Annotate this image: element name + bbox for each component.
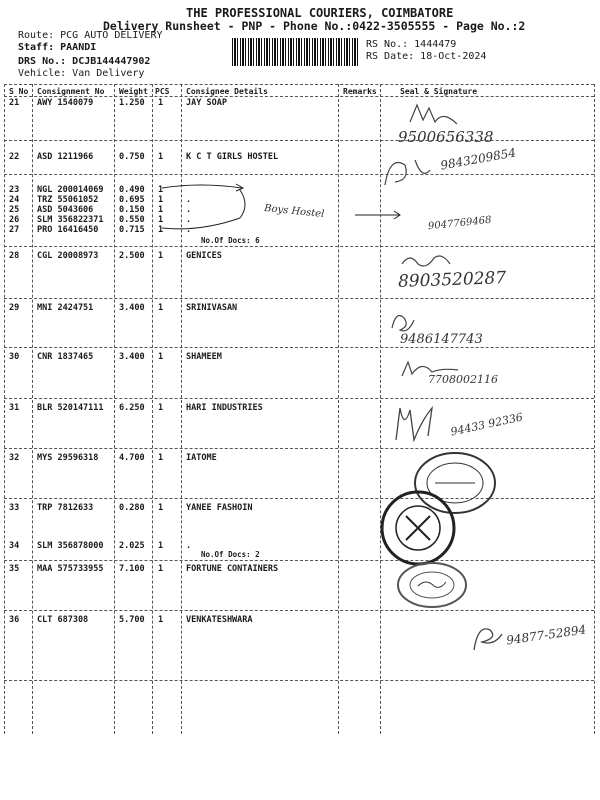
row-consignment: SLM 356878000 <box>37 541 104 551</box>
boys-hostel-note: Boys Hostel <box>263 202 325 221</box>
row-pcs: 1 <box>158 195 164 205</box>
handwritten-phone: 8903520287 <box>397 268 507 292</box>
row-consignment: CGL 20008973 <box>37 251 99 261</box>
drs-label: DRS No.: DCJB144447902 <box>18 56 151 67</box>
docs-count-note: No.Of Docs: 6 <box>201 236 260 245</box>
handwritten-phone: 7708002116 <box>428 373 498 386</box>
row-separator <box>4 680 594 681</box>
handwritten-phone: 9047769468 <box>427 214 493 233</box>
col-divider <box>4 84 5 734</box>
runsheet-subtitle: Delivery Runsheet - PNP - Phone No.:0422-3505555 - Page No.:2 <box>103 19 526 33</box>
col-divider <box>32 84 33 734</box>
row-sno: 27 <box>9 225 20 235</box>
handwritten-phone: 9486147743 <box>400 332 483 347</box>
row-pcs: 1 <box>158 403 164 413</box>
row-weight: 0.550 <box>119 215 145 225</box>
row-sno: 21 <box>9 98 20 108</box>
row-weight: 3.400 <box>119 352 145 362</box>
row-sno: 24 <box>9 195 20 205</box>
row-consignee: YANEE FASHOIN <box>186 503 253 513</box>
row-weight: 0.150 <box>119 205 145 215</box>
col-header-seal: Seal & Signature <box>400 87 478 96</box>
handwritten-phone: 94877-52894 <box>505 622 587 648</box>
row-consignee: . <box>186 225 192 235</box>
row-sno: 26 <box>9 215 20 225</box>
row-consignment: ASD 5043606 <box>37 205 94 215</box>
col-header-weight: Weight <box>119 87 148 96</box>
row-pcs: 1 <box>158 205 164 215</box>
row-consignment: PRO 16416450 <box>37 225 99 235</box>
staff-label: Staff: PAANDI <box>18 42 97 53</box>
row-consignee: GENICES <box>186 251 222 261</box>
route-label: Route: PCG AUTO DELIVERY <box>18 30 163 41</box>
row-weight: 7.100 <box>119 564 145 574</box>
handwritten-phone: 9500656338 <box>398 128 494 146</box>
vehicle-label: Vehicle: Van Delivery <box>18 68 145 79</box>
row-weight: 2.025 <box>119 541 145 551</box>
handwritten-phone: 94433 92336 <box>449 410 525 439</box>
row-separator <box>4 140 594 141</box>
row-sno: 34 <box>9 541 20 551</box>
barcode <box>232 38 360 66</box>
row-weight: 5.700 <box>119 615 145 625</box>
row-consignee: . <box>186 195 192 205</box>
col-header-consignment: Consignment No <box>37 87 105 96</box>
table-top-border <box>4 84 594 85</box>
row-consignment: BLR 520147111 <box>37 403 104 413</box>
row-pcs: 1 <box>158 541 164 551</box>
row-consignee: HARI INDUSTRIES <box>186 403 263 413</box>
row-sno: 25 <box>9 205 20 215</box>
row-consignee: . <box>186 205 192 215</box>
row-weight: 2.500 <box>119 251 145 261</box>
row-sno: 36 <box>9 615 20 625</box>
row-separator <box>4 498 594 499</box>
handwritten-phone: 9843209854 <box>439 145 517 173</box>
row-pcs: 1 <box>158 185 164 195</box>
row-consignee: K C T GIRLS HOSTEL <box>186 152 279 162</box>
row-sno: 32 <box>9 453 20 463</box>
row-pcs: 1 <box>158 352 164 362</box>
signature <box>405 100 465 130</box>
row-consignment: CNR 1837465 <box>37 352 94 362</box>
row-separator <box>4 298 594 299</box>
row-sno: 22 <box>9 152 20 162</box>
row-sno: 29 <box>9 303 20 313</box>
rs-number: RS No.: 1444479 <box>366 39 457 50</box>
header-bottom-border <box>4 96 594 97</box>
row-weight: 0.280 <box>119 503 145 513</box>
row-sno: 31 <box>9 403 20 413</box>
row-pcs: 1 <box>158 564 164 574</box>
row-pcs: 1 <box>158 98 164 108</box>
col-header-consignee: Consignee Details <box>186 87 268 96</box>
row-weight: 0.490 <box>119 185 145 195</box>
row-sno: 33 <box>9 503 20 513</box>
row-consignment: MAA 575733955 <box>37 564 104 574</box>
fashions-seal-stamp <box>376 488 460 568</box>
containers-seal-stamp <box>394 560 470 610</box>
row-sno: 35 <box>9 564 20 574</box>
row-pcs: 1 <box>158 503 164 513</box>
row-pcs: 1 <box>158 152 164 162</box>
row-separator <box>4 448 594 449</box>
row-sno: 30 <box>9 352 20 362</box>
row-weight: 0.715 <box>119 225 145 235</box>
row-pcs: 1 <box>158 251 164 261</box>
row-pcs: 1 <box>158 303 164 313</box>
signature <box>380 150 440 195</box>
row-consignee: JAY SOAP <box>186 98 227 108</box>
row-pcs: 1 <box>158 225 164 235</box>
row-separator <box>4 560 594 561</box>
row-consignee: SRINIVASAN <box>186 303 238 313</box>
row-consignee: . <box>186 541 192 551</box>
signature <box>468 620 508 656</box>
row-weight: 0.695 <box>119 195 145 205</box>
row-separator <box>4 347 594 348</box>
company-title: THE PROFESSIONAL COURIERS, COIMBATORE <box>186 6 454 20</box>
row-consignee: IATOME <box>186 453 217 463</box>
row-consignment: NGL 200014069 <box>37 185 104 195</box>
row-consignment: SLM 356822371 <box>37 215 104 225</box>
signature <box>388 400 448 445</box>
row-separator <box>4 174 594 175</box>
row-consignment: TRZ 55061052 <box>37 195 99 205</box>
col-divider <box>594 84 595 734</box>
row-separator <box>4 610 594 611</box>
col-header-remarks: Remarks <box>343 87 377 96</box>
row-consignee: VENKATESHWARA <box>186 615 253 625</box>
row-sno: 28 <box>9 251 20 261</box>
row-consignee: SHAMEEM <box>186 352 222 362</box>
row-consignment: TRP 7812633 <box>37 503 94 513</box>
row-consignee: FORTUNE CONTAINERS <box>186 564 279 574</box>
row-consignment: AWY 1540079 <box>37 98 94 108</box>
row-weight: 0.750 <box>119 152 145 162</box>
col-header-pcs: PCS <box>155 87 170 96</box>
row-consignment: MNI 2424751 <box>37 303 94 313</box>
row-weight: 4.700 <box>119 453 145 463</box>
row-weight: 6.250 <box>119 403 145 413</box>
docs-count-note: No.Of Docs: 2 <box>201 550 260 559</box>
col-divider <box>114 84 115 734</box>
rs-date: RS Date: 18-Oct-2024 <box>366 51 487 62</box>
row-pcs: 1 <box>158 215 164 225</box>
row-pcs: 1 <box>158 615 164 625</box>
row-pcs: 1 <box>158 453 164 463</box>
row-separator <box>4 398 594 399</box>
row-weight: 3.400 <box>119 303 145 313</box>
row-consignment: ASD 1211966 <box>37 152 94 162</box>
col-header-sno: S No <box>9 87 29 96</box>
row-weight: 1.250 <box>119 98 145 108</box>
row-consignee: . <box>186 215 192 225</box>
row-consignment: CLT 687308 <box>37 615 89 625</box>
row-consignment: MYS 29596318 <box>37 453 99 463</box>
row-sno: 23 <box>9 185 20 195</box>
